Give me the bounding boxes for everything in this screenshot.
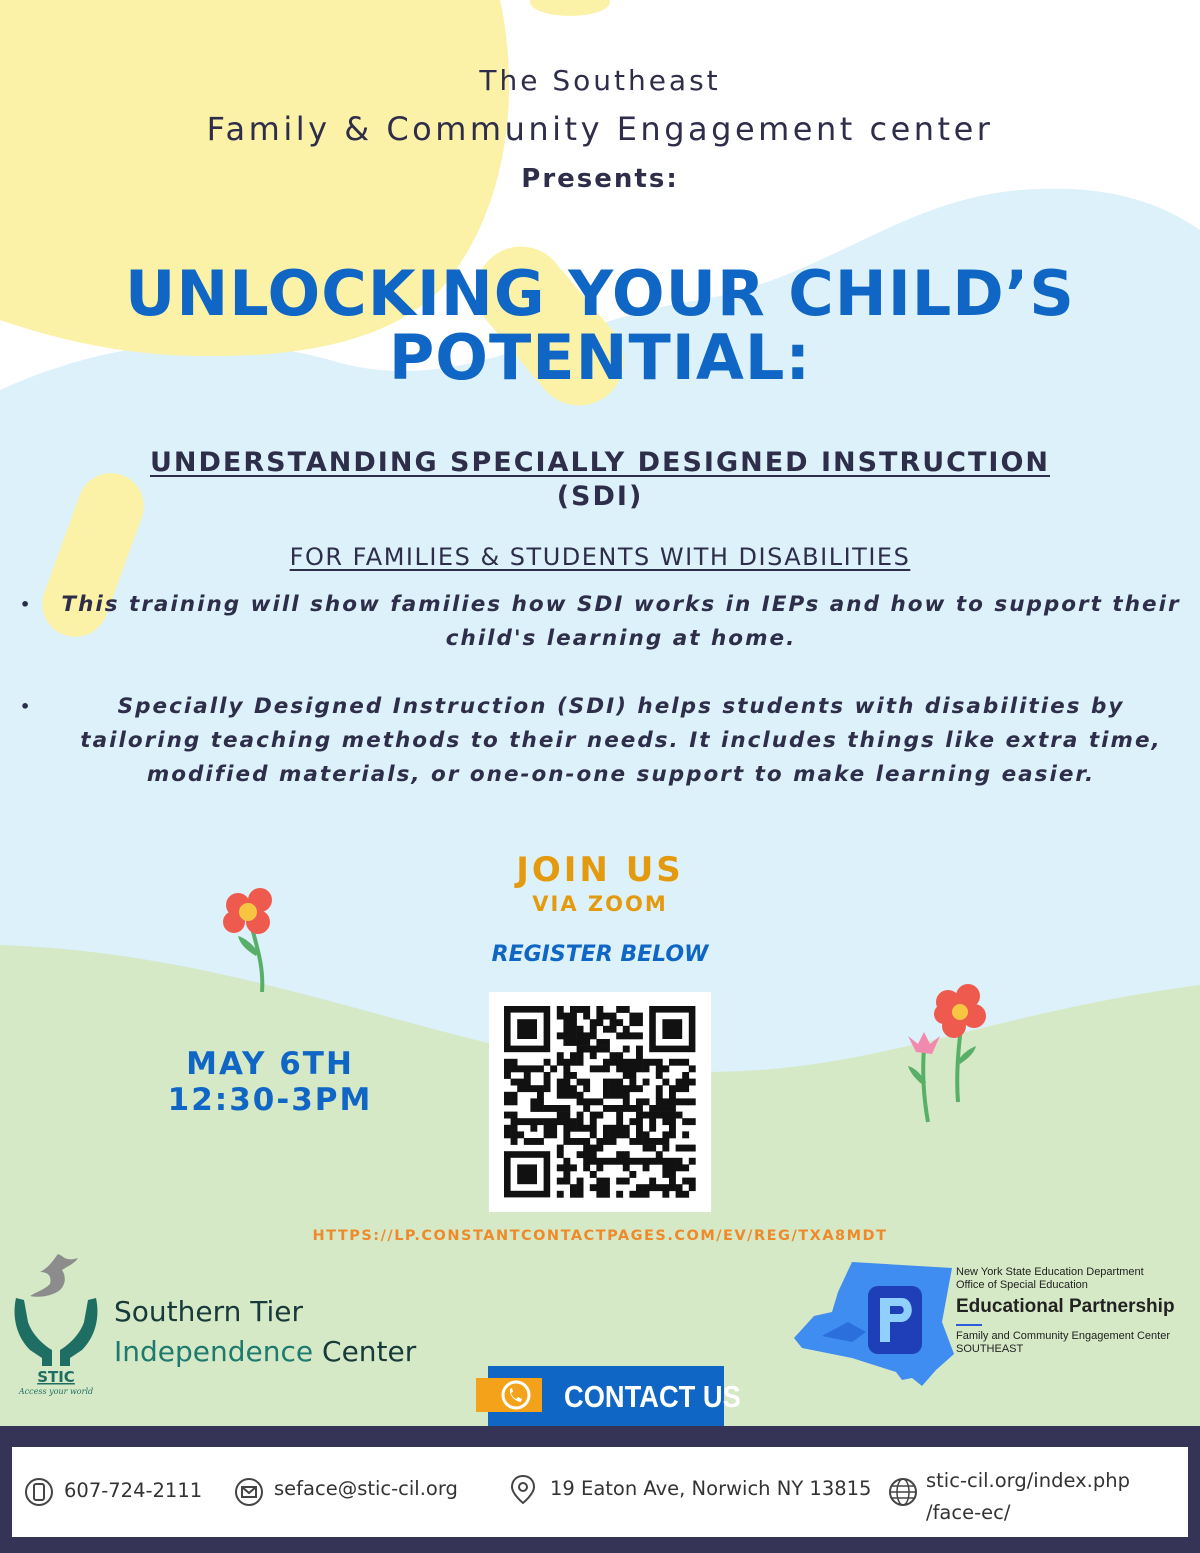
footer-contact-strip [12,1447,1188,1537]
description-text: Specially Designed Instruction (SDI) helps students with disabilities by tailoring teaching methods to their needs. It includes things like extra time, modified materials, or one-on-one support to make learning easier. [80,694,1162,787]
email-icon [234,1477,264,1507]
event-title-line-1: UNLOCKING YOUR CHILD’S [125,257,1075,330]
contact-address[interactable]: 19 Eaton Ave, Norwich NY 13815 [550,1477,872,1500]
nysed-line-5: SOUTHEAST [956,1343,1024,1355]
presenter-line-1: The Southeast [479,64,721,97]
qr-code-image [489,992,711,1212]
footer-bar [0,1426,1200,1553]
stic-name-line-1: Southern Tier [114,1295,304,1328]
hands-icon [15,1298,98,1366]
description-item [20,588,1182,656]
register-below-label: REGISTER BELOW [491,942,709,967]
event-title [0,257,1200,394]
phone-icon [476,1378,542,1412]
stic-logo [8,1246,108,1396]
phone-icon [24,1477,54,1507]
registration-qr-code[interactable] [489,992,711,1212]
nysed-logo [792,1262,960,1392]
registration-url[interactable]: HTTPS://LP.CONSTANTCONTACTPAGES.COM/EV/REG/TXA8MDT [312,1228,888,1244]
contact-us-button[interactable] [488,1366,741,1426]
sun-spot [530,0,610,16]
description-text: This training will show families how SDI works in IEPs and how to support their child's learning at home. [61,592,1181,651]
event-subtitle-line-2: (SDI) [556,481,644,512]
stic-name-line-2a: Independence [114,1335,314,1368]
contact-website[interactable] [926,1465,1130,1529]
presenter-line-2: Family & Community Engagement center [206,110,994,148]
event-datetime [150,1046,390,1118]
contact-website-line-2: /face-ec/ [926,1501,1011,1524]
contact-email[interactable]: seface@stic-cil.org [274,1477,458,1500]
nysed-divider [956,1324,982,1326]
description-item [20,690,1182,792]
audience-line: FOR FAMILIES & STUDENTS WITH DISABILITIES [289,543,911,571]
presents-label: Presents: [521,164,679,194]
bullet-icon: • [20,697,33,716]
event-subtitle [0,446,1200,514]
event-title-line-2: POTENTIAL: [388,321,812,394]
event-date: MAY 6TH [186,1046,354,1082]
contact-us-label: CONTACT US [564,1379,741,1414]
bullet-icon: • [20,595,33,614]
nysed-line-3: Educational Partnership [956,1296,1175,1317]
stic-tagline: Access your world [18,1387,94,1396]
globe-icon [888,1477,918,1507]
nysed-line-1: New York State Education Department [956,1266,1144,1278]
via-zoom-label: VIA ZOOM [532,892,668,916]
dove-icon [30,1254,78,1297]
join-us-heading: JOIN US [516,850,684,890]
description-list [20,588,1182,792]
event-time: 12:30-3PM [167,1082,373,1118]
phone-icon-box [476,1378,542,1412]
event-subtitle-line-1: UNDERSTANDING SPECIALLY DESIGNED INSTRUCTION [149,447,1051,478]
stic-name-line-2b: Center [322,1335,417,1368]
nysed-text [956,1266,1175,1356]
nysed-line-4: Family and Community Engagement Center [956,1330,1170,1342]
location-pin-icon [508,1474,538,1506]
nysed-line-2: Office of Special Education [956,1279,1088,1291]
contact-website-line-1: stic-cil.org/index.php [926,1469,1130,1492]
stic-abbreviation: STIC [37,1368,75,1386]
contact-phone[interactable]: 607-724-2111 [64,1479,203,1502]
stic-name [114,1292,416,1372]
